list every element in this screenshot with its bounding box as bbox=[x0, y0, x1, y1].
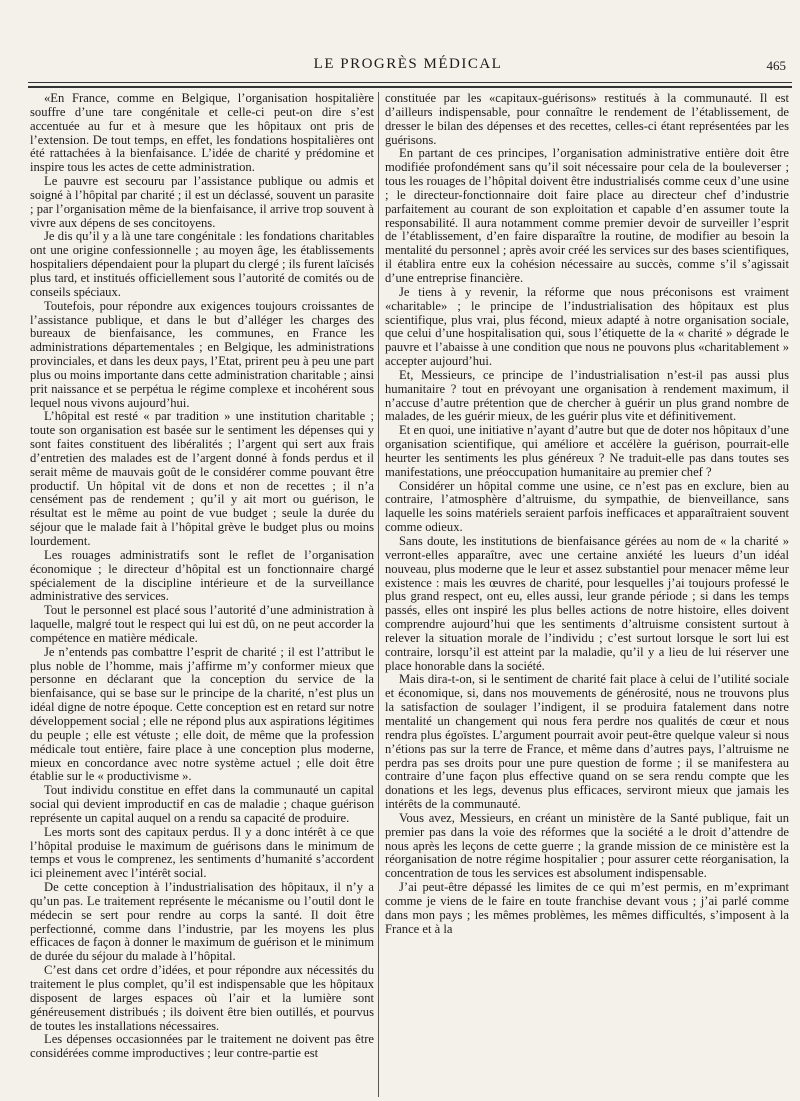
paragraph: Vous avez, Messieurs, en créant un ministère de la Santé publique, fait un premier pas dans la voie des réformes que la société a le droit d’attendre de nous après les leçons de cette guerre ; la grande mission de ce ministère est la réorganisation de notre régime hospitalier ; pour assurer cette réorganisation, la concentration de tous les services est absolument indispensable. bbox=[385, 810, 789, 881]
paragraph: Je n’entends pas combattre l’esprit de charité ; il est l’attribut le plus noble de l’homme, mais j’affirme m’y conformer mieux que personne en déclarant que la conception du service de la bienfaisance, qui se base sur le principe de la charité, n’est plus un idéal digne de notre époque. Cette conception est en retard sur notre développement social ; elle ne répond plus aux aspirations légitimes du peuple ; elle est vétuste ; elle doit, de même que la profession médicale tout entière, faire place à une conception plus moderne, mieux en concordance avec notre système actuel ; elle doit être établie sur le « productivisme ». bbox=[30, 644, 374, 784]
header-rule-thick bbox=[28, 86, 792, 88]
paragraph: Tout le personnel est placé sous l’autorité d’une administration à laquelle, malgré tout le respect qui lui est dû, on ne peut accorder la compétence en matière médicale. bbox=[30, 603, 374, 645]
column-divider bbox=[378, 92, 379, 1097]
page-number: 465 bbox=[766, 58, 786, 73]
paragraph-continued: constituée par les «capitaux-guérisons» restitués à la communauté. Il est d’ailleurs indispensable, pour connaître le rendement de l’établissement, de dresser le bilan des dépenses et des recettes, celles-ci étant représentées par les guérisons. bbox=[385, 92, 789, 147]
paragraph: Et en quoi, une initiative n’ayant d’autre but que de doter nos hôpitaux d’une organisation scientifique, qui améliore et accélère la guérison, pourrait-elle heurter les sentiments les plus généreux ? Ne traduit-elle pas dans toutes ses manifestations, une préoccupation humanitaire au premier chef ? bbox=[385, 423, 789, 479]
paragraph: J’ai peut-être dépassé les limites de ce qui m’est permis, en m’exprimant comme je viens de le faire en toute franchise devant vous ; j’ai parlé comme dans mon pays ; les mêmes problèmes, les mêmes difficultés, s’imposent à la France et à la bbox=[385, 880, 789, 936]
paragraph: Sans doute, les institutions de bienfaisance gérées au nom de « la charité » verront-elles apparaître, avec une certaine anxiété les lueurs d’un idéal nouveau, plus moderne que le leur et assez substantiel pour menacer même leur existence : mais les œuvres de charité, pour lesquelles j’ai toujours professé le plus grand respect, ont eu, elles aussi, leur grande période ; si dans les temps passés, elles ont inspiré les plus belles actions de notre histoire, elles doivent comprendre aujourd’hui que les sentiments d’altruisme consistent surtout à relever la situation morale de l’individu ; c’est surtout lorsque le sort lui est contraire, lorsqu’il est atteint par la maladie, qu’il y a lieu de lui réserver une place honorable dans la société. bbox=[385, 534, 789, 673]
paragraph: Les dépenses occasionnées par le traitement ne doivent pas être considérées comme improductives ; leur contre-partie est bbox=[30, 1032, 374, 1061]
paragraph: Considérer un hôpital comme une usine, ce n’est pas en exclure, bien au contraire, l’atmosphère d’altruisme, du sympathie, de bienveillance, sans laquelle les soins matériels seraient parfois inefficaces et apparaîtraient souvent comme odieux. bbox=[385, 478, 789, 535]
paragraph: Toutefois, pour répondre aux exigences toujours croissantes de l’assistance publique, et dans le but d’alléger les charges des bureaux de bienfaisance, les communes, en France les administrations départementales ; en Belgique, les administrations provinciales, et dans les deux pays, l’Etat, prirent peu à peu une part plus ou moins importante dans cette administration charitable ; ainsi prit naissance et se perpétua le régime complexe et incohérent sous lequel nous vivons aujourd’hui. bbox=[30, 298, 374, 410]
left-column bbox=[30, 92, 374, 1097]
paragraph: Les rouages administratifs sont le reflet de l’organisation économique ; le directeur d’hôpital est un fonctionnaire chargé spécialement de la discipline intérieure et de la surveillance administrative des services. bbox=[30, 547, 374, 604]
paragraph: Et, Messieurs, ce principe de l’industrialisation n’est-il pas aussi plus humanitaire ? tout en prévoyant une organisation à rendement maximum, il n’accuse d’autre prétention que de chercher à guérir un plus grand nombre de malades, de les guérir mieux, de les guérir plus vite et définitivement. bbox=[385, 367, 789, 424]
right-column bbox=[385, 92, 789, 1097]
paragraph: Mais dira-t-on, si le sentiment de charité fait place à celui de l’utilité sociale et économique, si, dans nos mouvements de générosité, nous ne trouvons plus la satisfaction de soulager l’indigent, il se produira fatalement dans notre mentalité un changement qui nous fera perdre nos qualités de cœur et nous rendra plus égoïstes. L’argument pourrait avoir peut-être quelque valeur si nous n’étions pas sur la terre de France, et même dans d’autres pays, l’altruisme ne perdra pas ses droits pour une pure question de forme ; il se manifestera au contraire d’une façon plus effective quand on se sera rendu compte que les donations et les legs, devenus plus efficaces, serviront mieux que jamais les intérêts de la communauté. bbox=[385, 672, 789, 812]
paragraph: De cette conception à l’industrialisation des hôpitaux, il n’y a qu’un pas. Le traitement représente le mécanisme ou l’outil dont le médecin se sert pour rendre au corps la santé. Il doit être perfectionné, comme dans l’industrie, par les moyens les plus efficaces de façon à donner le maximum de guérison et le minimum de durée du séjour du malade à l’hôpital. bbox=[30, 880, 374, 964]
header-rule-thin bbox=[28, 82, 792, 83]
paragraph: «En France, comme en Belgique, l’organisation hospitalière souffre d’une tare congénitale et celle-ci peut-on dire s’est accentuée au fur et à mesure que les hôpitaux ont pris de l’extension. De tout temps, en effet, les fondations hospitalières ont été rattachées à la bienfaisance. L’idée de charité y prédomine et inspire tous les actes de cette administration. bbox=[30, 92, 374, 175]
page-header bbox=[28, 56, 788, 76]
paragraph: Le pauvre est secouru par l’assistance publique ou admis et soigné à l’hôpital par charité ; il est un déclassé, souvent un parasite ; par l’organisation même de la bienfaisance, il arrive trop souvent à vivre aux dépens de ses concitoyens. bbox=[30, 174, 374, 230]
paragraph: Les morts sont des capitaux perdus. Il y a donc intérêt à ce que l’hôpital produise le maximum de guérisons dans le minimum de temps et vous le comprenez, les sentiments d’humanité s’accordent ici pleinement avec l’intérêt social. bbox=[30, 824, 374, 881]
paragraph: C’est dans cet ordre d’idées, et pour répondre aux nécessités du traitement le plus complet, qu’il est indispensable que les hôpitaux disposent de larges espaces où l’air et la lumière sont généreusement distribués ; ils doivent être bien outillés, et pourvus de toutes les installations nécessaires. bbox=[30, 963, 374, 1033]
paragraph: Je tiens à y revenir, la réforme que nous préconisons est vraiment «charitable» ; le principe de l’industrialisation des hôpitaux est plus scientifique, plus vrai, plus fécond, mieux adapté à notre organisation sociale, que celui d’une hospitalisation qui, sous l’étiquette de la « charité » dégrade le pauvre et l’abaisse à une condition que nous ne pouvons plus «charitablement » accepter aujourd’hui. bbox=[385, 284, 789, 369]
paragraph: L’hôpital est resté « par tradition » une institution charitable ; toute son organisation est basée sur le sentiment les dépenses qui y sont faites constituent des libéralités ; l’argent qui sert aux frais d’entretien des malades est de l’argent donné à fonds perdus et il serait même de mauvais goût de le considérer comme pouvant être productif. Un hôpital vit de dons et non de recettes ; il n’a censément pas de rendement ; qu’il y ait mort ou guérison, le résultat est le même au point de vue budget ; seule la durée du séjour que le malade fait à l’hôpital grève le budget plus ou moins lourdement. bbox=[30, 409, 374, 548]
running-title: LE PROGRÈS MÉDICAL bbox=[313, 56, 503, 72]
paragraph: Je dis qu’il y a là une tare congénitale : les fondations charitables ont une origine confessionnelle ; au moyen âge, les établissements hospitaliers dépendaient pour la plupart du clergé ; ils furent laïcisés plus tard, et institués officiellement sous l’autorité de comités ou de conseils spéciaux. bbox=[30, 229, 374, 299]
paragraph: Tout individu constitue en effet dans la communauté un capital social qui devient improductif en cas de maladie ; chaque guérison représente un capital auquel on a rendu sa capacité de produire. bbox=[30, 783, 374, 825]
paragraph: En partant de ces principes, l’organisation administrative entière doit être modifiée profondément sans qu’il soit nécessaire pour cela de la bouleverser ; tous les rouages de l’hôpital doivent être industrialisés comme ceux d’une usine ; le directeur-fonctionnaire doit faire place au directeur chef d’industrie parfaitement au courant de son exploitation et capable d’en assumer toute la responsabilité. Il aura notamment comme premier devoir de surveiller l’esprit de l’établissement, d’en faire disparaître la routine, de modifier au besoin la mentalité du personnel ; après avoir créé les services sur des bases scientifiques, il établira entre eux la cohésion nécessaire au succès, comme s’il s’agissait d’une entreprise financière. bbox=[385, 146, 789, 285]
